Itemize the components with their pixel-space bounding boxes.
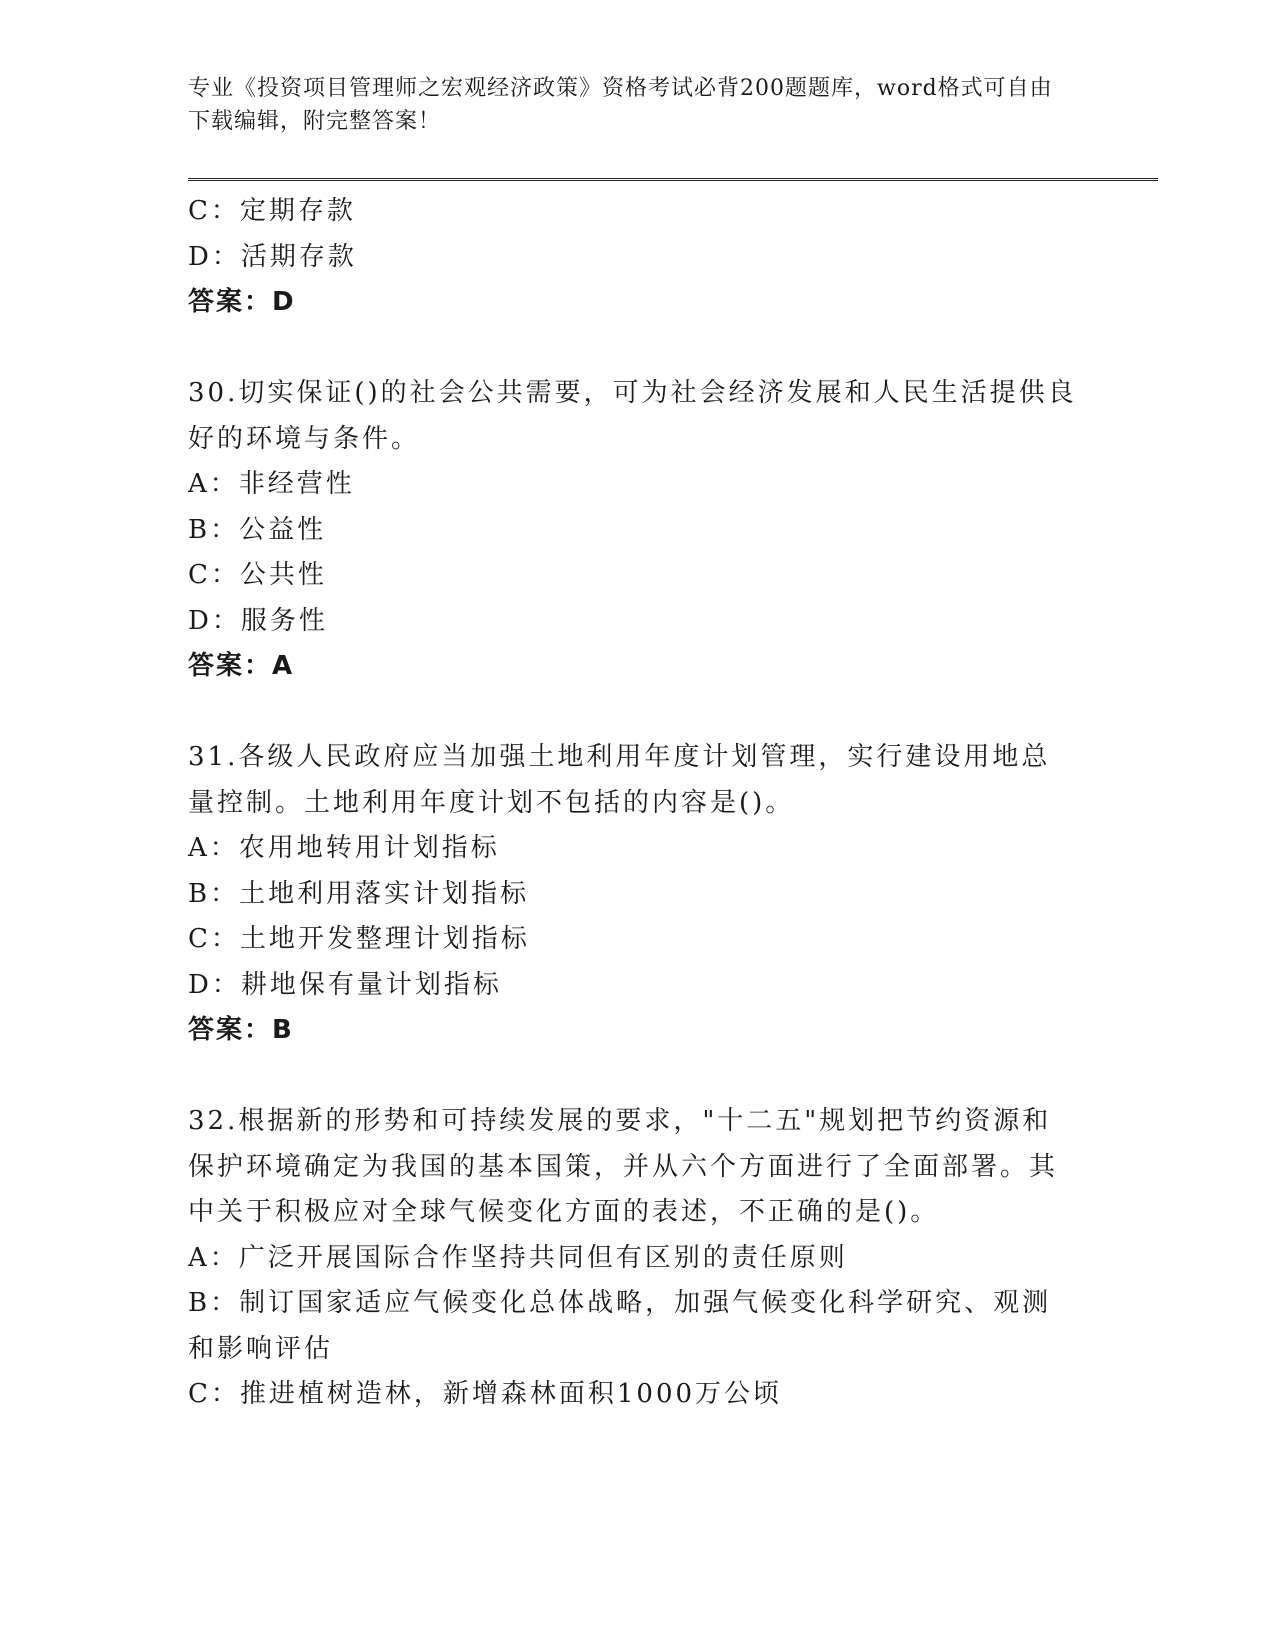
answer-line: 答案：D xyxy=(188,287,296,317)
option-d: D：耕地保有量计划指标 xyxy=(188,969,502,1000)
option-d: D：服务性 xyxy=(188,605,328,636)
question-text: 30.切实保证()的社会公共需要，可为社会经济发展和人民生活提供良好的环境与条件。 xyxy=(188,378,1077,454)
question-29-fragment xyxy=(188,189,1078,326)
option-c: C：定期存款 xyxy=(188,196,356,226)
option-a: A：广泛开展国际合作坚持共同但有区别的责任原则 xyxy=(188,1242,848,1273)
option-c: C：公共性 xyxy=(188,560,327,590)
option-c: C：推进植树造林，新增森林面积1000万公顷 xyxy=(188,1379,783,1409)
header-divider xyxy=(188,178,1158,181)
question-31 xyxy=(188,735,1078,1054)
question-text: 32.根据新的形势和可持续发展的要求，"十二五"规划把节约资源和保护环境确定为我国的基本国策，并从六个方面进行了全面部署。其中关于积极应对全球气候变化方面的表述，不正确的是()。 xyxy=(188,1106,1059,1227)
question-32 xyxy=(188,1099,1078,1418)
option-c: C：土地开发整理计划指标 xyxy=(188,924,530,954)
question-text: 31.各级人民政府应当加强土地利用年度计划管理，实行建设用地总量控制。土地利用年度计划不包括的内容是()。 xyxy=(188,742,1051,818)
option-a: A：非经营性 xyxy=(188,469,355,499)
document-header xyxy=(188,72,1068,138)
option-b: B：土地利用落实计划指标 xyxy=(188,878,530,909)
spacer xyxy=(188,326,1078,372)
question-30 xyxy=(188,371,1078,690)
answer-line: 答案：B xyxy=(188,1015,294,1045)
option-b: B：制订国家适应气候变化总体战略，加强气候变化科学研究、观测和影响评估 xyxy=(188,1288,1052,1364)
option-d: D：活期存款 xyxy=(188,241,357,272)
spacer xyxy=(188,1054,1078,1100)
header-text: 专业《投资项目管理师之宏观经济政策》资格考试必背200题题库，word格式可自由下载编辑，附完整答案！ xyxy=(188,76,1053,134)
answer-line: 答案：A xyxy=(188,651,295,681)
spacer xyxy=(188,690,1078,736)
document-body xyxy=(188,189,1078,1418)
option-a: A：农用地转用计划指标 xyxy=(188,833,500,863)
option-b: B：公益性 xyxy=(188,514,327,545)
